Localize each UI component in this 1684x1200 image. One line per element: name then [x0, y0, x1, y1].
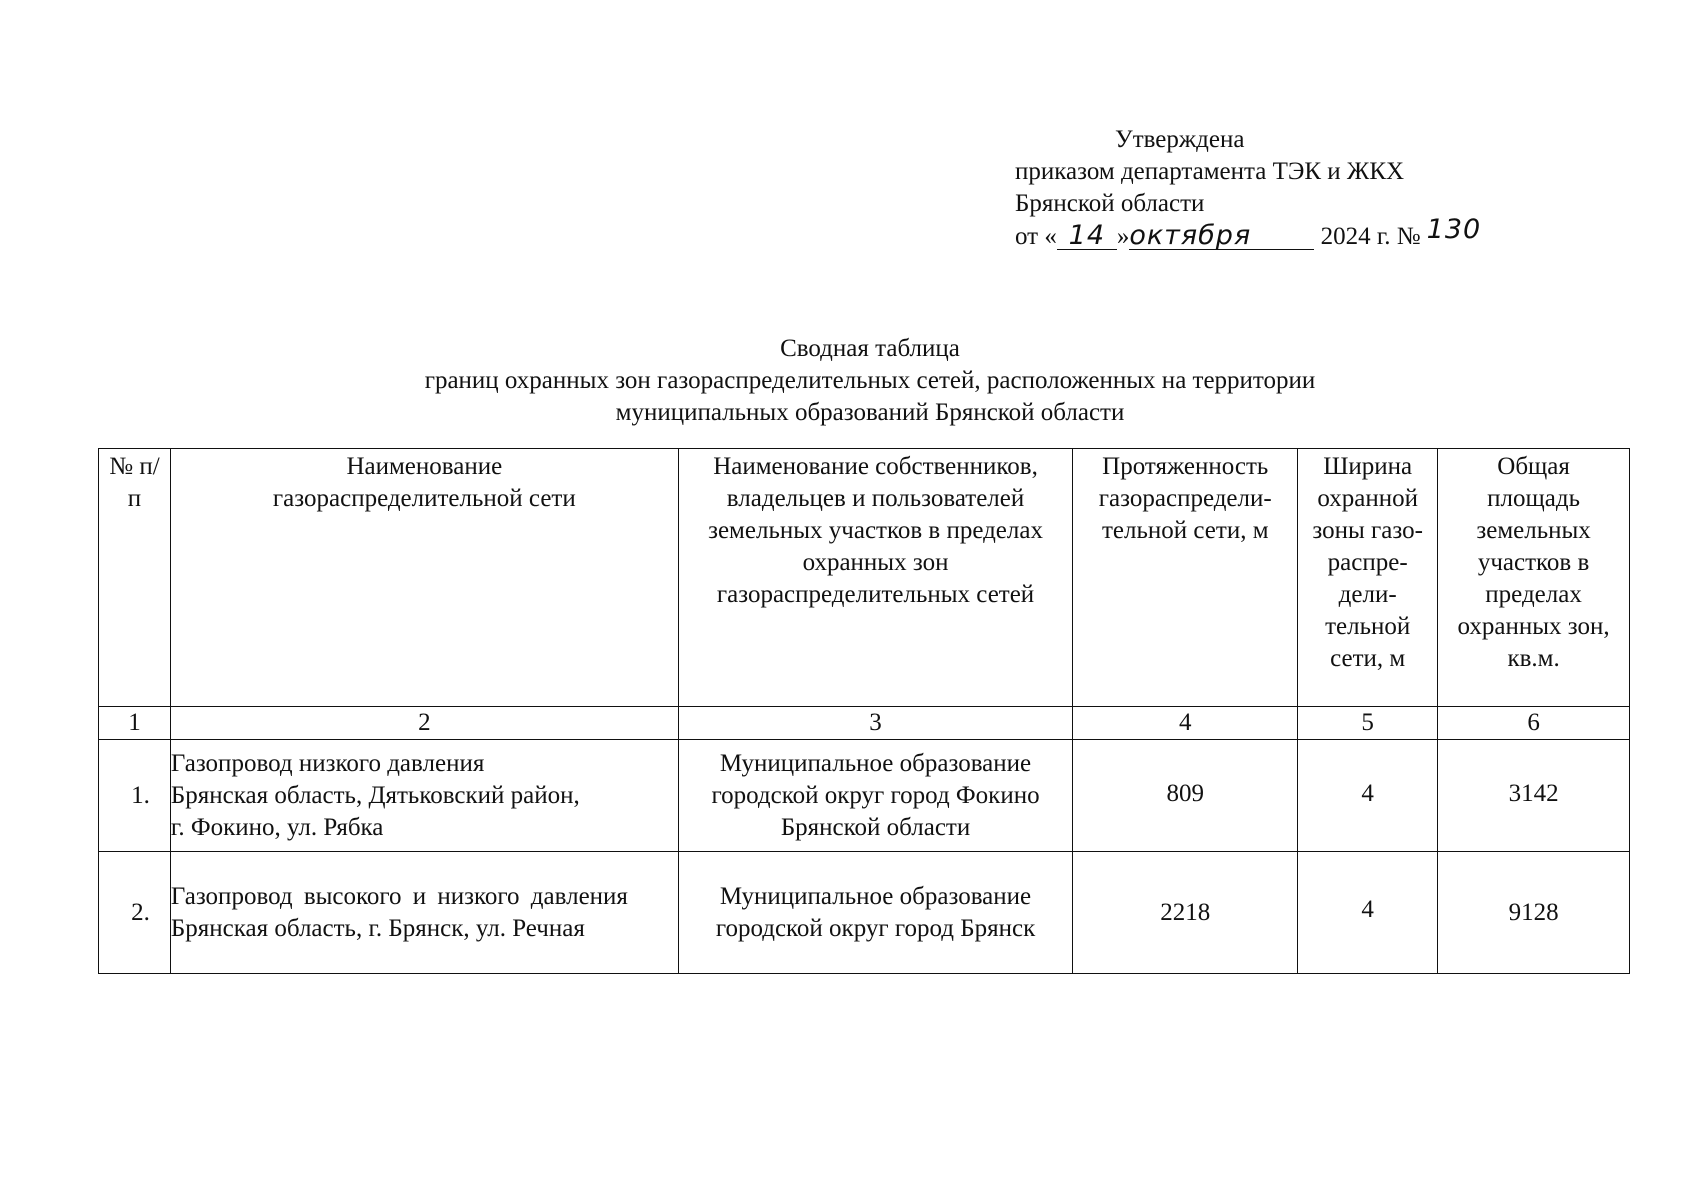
approval-date-line — [1015, 214, 1535, 253]
header-index: № п/п — [99, 449, 171, 707]
date-prefix: от « — [1015, 223, 1057, 250]
zone-width-cell: 4 — [1298, 852, 1438, 974]
approval-order-line: приказом департамента ТЭК и ЖКХ — [1015, 158, 1405, 185]
owner-cell — [678, 740, 1073, 852]
header-length: Протяженность газораспредели-тельной сети, м — [1073, 449, 1298, 707]
network-name-line: г. Фокино, ул. Рябка — [170, 813, 384, 841]
document-title — [0, 333, 1684, 429]
approval-block — [1015, 124, 1535, 253]
title-line-3: муниципальных образований Брянской области — [615, 399, 1125, 426]
column-number-1: 1 — [99, 707, 171, 740]
network-name-cell — [170, 740, 678, 852]
date-year: 2024 г. — [1320, 223, 1391, 250]
column-number-5: 5 — [1298, 707, 1438, 740]
zone-width-cell: 4 — [1298, 740, 1438, 852]
title-line-2: границ охранных зон газораспределительных сетей, расположенных на территории — [424, 367, 1316, 394]
owner-line: Брянской области — [780, 813, 971, 841]
approval-heading: Утверждена — [1115, 126, 1245, 153]
area-cell: 3142 — [1438, 740, 1630, 852]
header-row — [99, 449, 1630, 707]
header-network-name: Наименование газораспределительной сети — [170, 449, 678, 707]
handwritten-number: 130 — [1426, 214, 1482, 245]
row-index: 2. — [99, 852, 171, 974]
header-owners: Наименование собственников, владельцев и пользователей земельных участков в пределах охранных зон газораспределительных сетей — [678, 449, 1073, 707]
title-line-1: Сводная таблица — [780, 335, 960, 362]
network-name-cell — [170, 852, 678, 974]
column-number-4: 4 — [1073, 707, 1298, 740]
length-cell: 2218 — [1073, 852, 1298, 974]
length-cell: 809 — [1073, 740, 1298, 852]
column-number-6: 6 — [1438, 707, 1630, 740]
column-number-3: 3 — [678, 707, 1073, 740]
header-zone-width: Ширина охранной зоны газо-распре-дели-тельной сети, м — [1298, 449, 1438, 707]
summary-table — [98, 448, 1630, 974]
number-sign: № — [1396, 223, 1421, 250]
network-name-line: Газопровод высокого и низкого давления — [170, 882, 628, 910]
date-mid: » — [1116, 223, 1130, 250]
header-area: Общая площадь земельных участков в пределах охранных зон, кв.м. — [1438, 449, 1630, 707]
owner-line: Муниципальное образование — [719, 882, 1032, 910]
network-name-line: Брянская область, Дятьковский район, — [170, 781, 580, 809]
handwritten-month: октября — [1129, 223, 1314, 250]
row-index: 1. — [99, 740, 171, 852]
owner-cell — [678, 852, 1073, 974]
column-number-row — [99, 707, 1630, 740]
column-number-2: 2 — [170, 707, 678, 740]
area-cell: 9128 — [1438, 852, 1630, 974]
network-name-line: Газопровод низкого давления — [170, 749, 485, 777]
owner-line: городской округ город Брянск — [715, 914, 1036, 942]
table-row — [99, 740, 1630, 852]
approval-region-line: Брянской области — [1015, 190, 1205, 217]
table-row — [99, 852, 1630, 974]
owner-line: городской округ город Фокино — [711, 781, 1040, 809]
network-name-line: Брянская область, г. Брянск, ул. Речная — [170, 914, 585, 942]
handwritten-day: 14 — [1057, 223, 1117, 250]
owner-line: Муниципальное образование — [719, 749, 1032, 777]
